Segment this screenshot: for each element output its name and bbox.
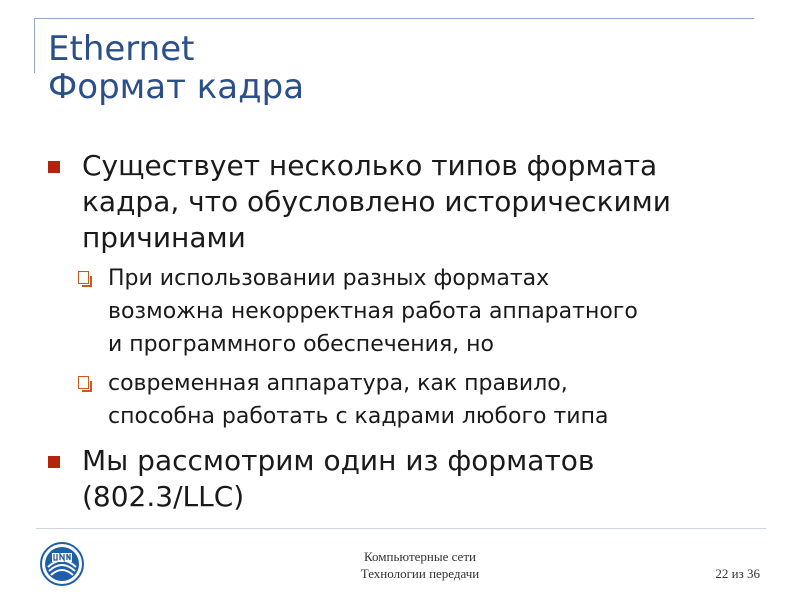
bullet-text-line: и программного обеспечения, но	[108, 332, 495, 357]
footer-course-title	[320, 548, 520, 582]
slide-title-line-1: Ethernet	[48, 29, 195, 69]
square-bullet-icon	[48, 161, 60, 173]
bullet-text-line: При использовании разных форматах	[108, 266, 550, 291]
page-number: 22 из 36	[715, 566, 760, 581]
slide-title-line-2: Формат кадра	[48, 67, 305, 107]
bullet-text-line: возможна некорректная работа аппаратного	[108, 299, 638, 324]
bullet-text-line: Мы рассмотрим один из форматов	[82, 444, 595, 477]
bullet-level1-item	[46, 148, 766, 256]
hollow-square-bullet-icon	[78, 271, 89, 284]
bullet-text-line: способна работать с кадрами любого типа	[108, 404, 609, 429]
title-frame-left-rule	[34, 18, 35, 73]
bullet-text-line: Существует несколько типов формата	[82, 149, 658, 182]
bullet-level2-item	[46, 367, 766, 433]
bullet-text-line: (802.3/LLC)	[82, 480, 245, 513]
slide-content	[46, 148, 766, 515]
footer-line-2: Технологии передачи	[360, 566, 480, 581]
title-frame-top-rule	[34, 18, 754, 19]
footer-divider	[36, 528, 766, 529]
bullet-text-line: причинами	[82, 221, 246, 254]
bullet-level1-item	[46, 443, 766, 515]
bullet-level2-item	[46, 262, 766, 361]
bullet-text-line: современная аппаратура, как правило,	[108, 371, 568, 396]
slide-title	[48, 30, 304, 106]
unn-university-logo-icon	[40, 542, 84, 586]
square-bullet-icon	[48, 456, 60, 468]
bullet-text-line: кадра, что обусловлено историческими	[82, 185, 671, 218]
hollow-square-bullet-icon	[78, 376, 89, 389]
footer-line-1: Компьютерные сети	[364, 549, 476, 564]
